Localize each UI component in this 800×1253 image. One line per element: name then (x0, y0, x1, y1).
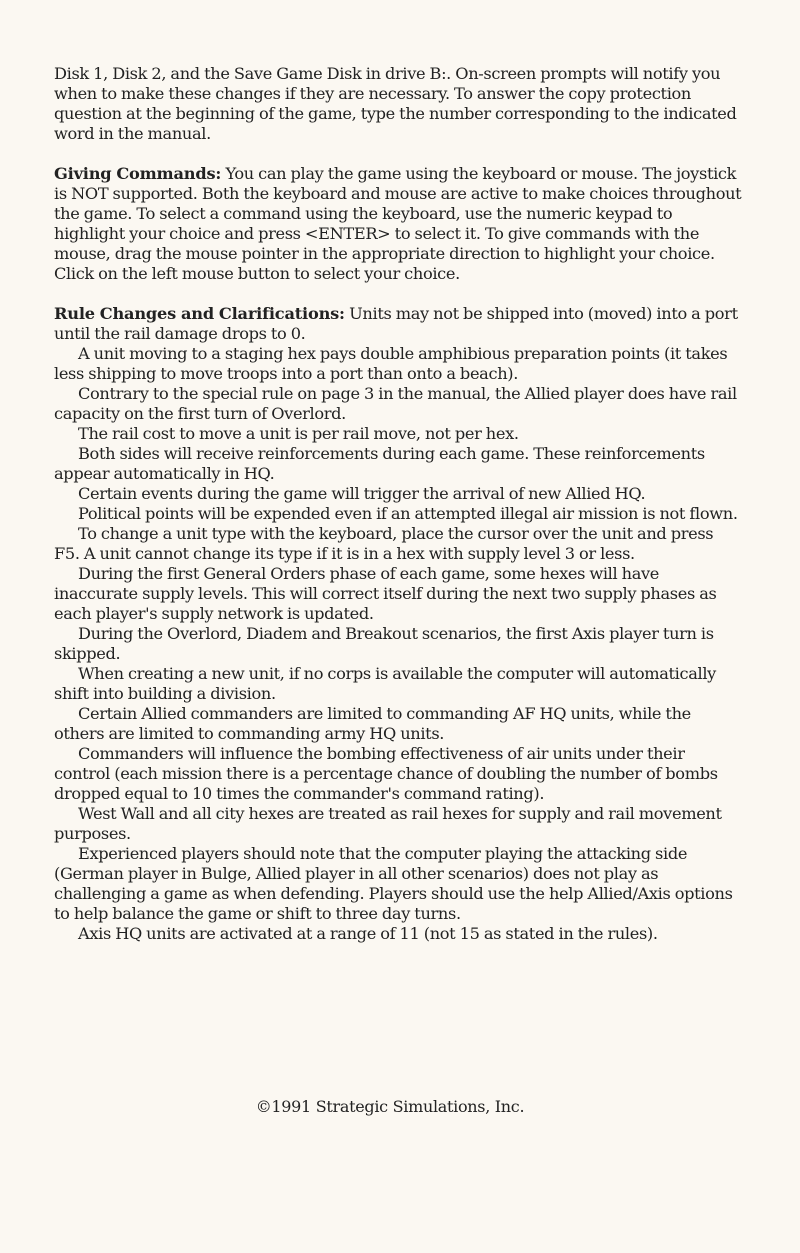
giving-commands-text: You can play the game using the keyboard or mouse. The joystick is NOT supported. Both the keyboard and mouse are active to make choices throughout the game. To select a command using the keyboard, use the numeric keypad to highlight your choice and press <ENTER> to select it. To give commands with the mouse, drag the mouse pointer in the appropriate direction to highlight your choice. Click on the left mouse button to select your choice. (54, 164, 742, 283)
giving-commands-heading: Giving Commands: (54, 164, 222, 183)
rule-item: West Wall and all city hexes are treated as rail hexes for supply and rail movement purposes. (54, 804, 722, 843)
rule-changes-heading: Rule Changes and Clarifications: (54, 304, 345, 323)
rule-item: Certain Allied commanders are limited to commanding AF HQ units, while the others are limited to commanding army HQ units. (54, 704, 691, 743)
copyright-footer: ©1991 Strategic Simulations, Inc. (255, 1097, 525, 1116)
rule-item: During the Overlord, Diadem and Breakout scenarios, the first Axis player turn is skipped. (54, 624, 714, 663)
rule-item: To change a unit type with the keyboard, place the cursor over the unit and press F5. A unit cannot change its type if it is in a hex with supply level 3 or less. (54, 524, 714, 563)
intro-paragraph: Disk 1, Disk 2, and the Save Game Disk in drive B:. On-screen prompts will notify you when to make these changes if they are necessary. To answer the copy protection question at the beginning of the game, type the number corresponding to the indicated word in the manual. (54, 64, 737, 143)
rule-changes-text: Units may not be shipped into (moved) into a port until the rail damage drops to 0. (54, 304, 738, 343)
rule-item: Contrary to the special rule on page 3 in the manual, the Allied player does have rail capacity on the first turn of Overlord. (54, 384, 737, 423)
manual-page (54, 64, 742, 944)
rule-item: Certain events during the game will trigger the arrival of new Allied HQ. (78, 484, 646, 503)
rule-item: Axis HQ units are activated at a range of 11 (not 15 as stated in the rules). (78, 924, 658, 943)
rule-item: When creating a new unit, if no corps is available the computer will automatically shift into building a division. (54, 664, 716, 703)
rule-item: Commanders will influence the bombing effectiveness of air units under their control (each mission there is a percentage chance of doubling the number of bombs dropped equal to 10 times the commander's command rating). (54, 744, 718, 803)
rule-item: Both sides will receive reinforcements during each game. These reinforcements appear automatically in HQ. (54, 444, 705, 483)
rule-changes-paragraph (54, 304, 742, 344)
rule-item: During the first General Orders phase of each game, some hexes will have inaccurate supply levels. This will correct itself during the next two supply phases as each player's supply network is updated. (54, 564, 717, 623)
rule-item: The rail cost to move a unit is per rail move, not per hex. (78, 424, 519, 443)
rule-item: A unit moving to a staging hex pays double amphibious preparation points (it takes less shipping to move troops into a port than onto a beach). (54, 344, 728, 383)
rule-item: Experienced players should note that the computer playing the attacking side (German player in Bulge, Allied player in all other scenarios) does not play as challenging a game as when defending. Players should use the help Allied/Axis options to help balance the game or shift to three day turns. (54, 844, 733, 923)
rule-item: Political points will be expended even if an attempted illegal air mission is not flown. (78, 504, 738, 523)
giving-commands-paragraph (54, 164, 742, 284)
